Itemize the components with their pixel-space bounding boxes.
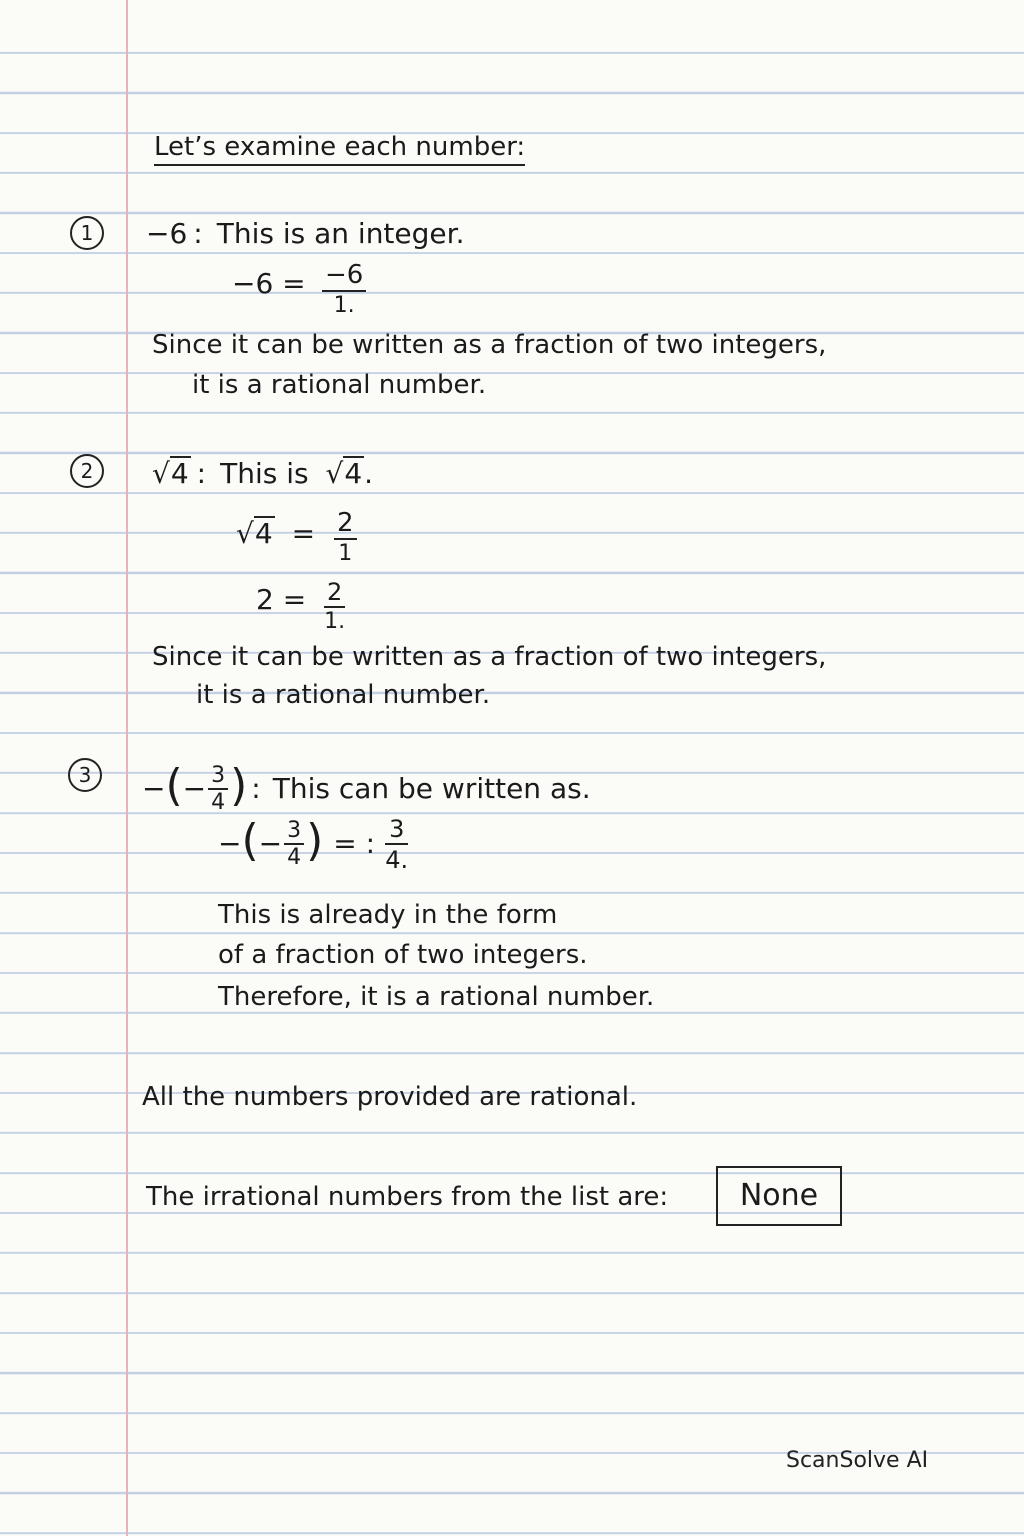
radical-icon: √ [236, 517, 254, 550]
item-2-eq2-fraction [324, 580, 345, 633]
item-2-eq1-numerator: 2 [334, 510, 357, 540]
item-2-line [152, 456, 373, 488]
item-2-eq2-left: 2 = [256, 583, 307, 616]
item-3-eq-equals: = : [333, 827, 376, 860]
item-3-eq-result-denominator: 4. [385, 845, 409, 874]
margin-line [126, 0, 128, 1536]
item-3-term-minus: − [142, 772, 166, 805]
item-3-term-numerator: 3 [208, 765, 228, 790]
item-3-term-close-paren: ) [230, 760, 248, 811]
item-3-explain-line1: This is already in the form [218, 900, 558, 930]
final-answer-box: None [716, 1166, 842, 1226]
item-3-eq-open-paren: ( [241, 815, 259, 866]
item-2-eq1-left [236, 516, 315, 548]
item-3-eq-result-numerator: 3 [385, 817, 408, 845]
item-1-term: −6 [146, 217, 188, 250]
item-marker-3: 3 [68, 758, 102, 792]
item-3-explain-line3: Therefore, it is a rational number. [218, 982, 655, 1012]
item-2-eq1-radicand: 4 [254, 517, 273, 550]
item-3-explain-line2: of a fraction of two integers. [218, 940, 588, 970]
item-3-term-inner-minus: − [182, 772, 207, 805]
item-1-line [146, 217, 465, 250]
item-2-statement-root [326, 456, 365, 488]
item-2-conclusion-line2: it is a rational number. [196, 680, 491, 710]
item-3-eq-minus: − [218, 827, 242, 860]
item-3-eq-fraction [284, 817, 304, 870]
item-3-eq-result [385, 814, 409, 874]
item-2-statement-end: . [364, 457, 374, 490]
summary: All the numbers provided are rational. [142, 1082, 638, 1112]
item-2-term-radicand: 4 [170, 457, 189, 490]
item-1-colon: : [193, 217, 203, 250]
item-3-statement: This can be written as. [272, 772, 591, 805]
item-1-eq-denominator: 1. [333, 293, 355, 318]
item-2-statement-radicand: 4 [344, 457, 363, 490]
item-2-statement: This is [220, 457, 309, 490]
item-2-conclusion-line1: Since it can be written as a fraction of two integers, [152, 642, 827, 672]
item-2-eq2-denominator: 1. [324, 609, 346, 634]
item-1-eq-fraction [322, 262, 366, 317]
item-3-line [142, 760, 591, 815]
item-2-eq1-equals: = [291, 517, 316, 550]
item-1-statement: This is an integer. [216, 217, 465, 250]
item-1-eq-left: −6 = [232, 267, 306, 300]
item-3-eq-denominator: 4 [287, 844, 302, 870]
item-2-eq2-numerator: 2 [324, 580, 345, 608]
item-2-colon: : [196, 457, 207, 490]
brand-watermark: ScanSolve AI [786, 1448, 929, 1473]
item-3-eq-close-paren: ) [306, 815, 324, 866]
item-2-eq1-root [236, 516, 275, 548]
item-3-colon: : [251, 772, 261, 805]
item-2-term [152, 456, 191, 488]
item-2-eq1-denominator: 1 [338, 541, 353, 566]
item-3-term-fraction [208, 762, 228, 815]
radical-icon: √ [152, 457, 170, 490]
item-3-term-open-paren: ( [165, 760, 183, 811]
item-marker-2: 2 [70, 454, 104, 488]
heading: Let’s examine each number: [154, 134, 525, 166]
item-3-eq [218, 814, 408, 874]
item-3-eq-numerator: 3 [284, 820, 304, 845]
item-1-conclusion-line1: Since it can be written as a fraction of two integers, [152, 330, 827, 360]
item-1-eq-numerator: −6 [322, 262, 366, 292]
item-3-eq-inner-minus: − [258, 827, 283, 860]
final-label: The irrational numbers from the list are: [146, 1182, 669, 1212]
item-3-term-denominator: 4 [211, 789, 226, 815]
item-1-conclusion-line2: it is a rational number. [192, 370, 487, 400]
radical-icon: √ [325, 457, 344, 490]
item-2-eq1-fraction [334, 510, 357, 565]
item-marker-1: 1 [70, 216, 104, 250]
